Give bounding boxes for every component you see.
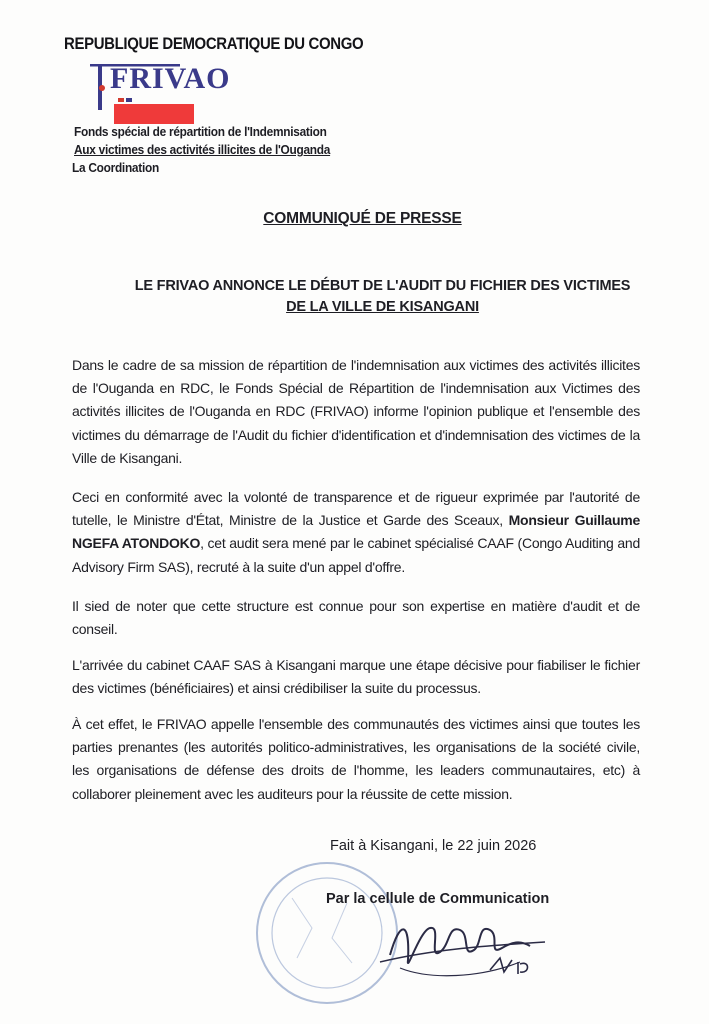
paragraph-1: Dans le cadre de sa mission de répartition de l'indemnisation aux victimes des activités illicites de l'Ouganda en RDC, le Fonds Spécial de Répartition de l'indemnisation aux Victimes des activités illicites de l'Ouganda en RDC (FRIVAO) informe l'opinion publique et l'ensemble des victimes du démarrage de l'Audit du fichier d'identification et d'indemnisation des victimes de la Ville de Kisangani. xyxy=(72,357,640,466)
frivao-logo xyxy=(88,60,231,126)
org-name-line2: Aux victimes des activités illicites de l'Ouganda xyxy=(74,142,331,157)
document-subtitle-line1: LE FRIVAO ANNONCE LE DÉBUT DE L'AUDIT DU FICHIER DES VICTIMES xyxy=(134,278,631,294)
org-department: La Coordination xyxy=(72,160,159,175)
org-name-line1: Fonds spécial de répartition de l'Indemnisation xyxy=(74,124,327,139)
paragraph-3: Il sied de noter que cette structure est connue pour son expertise en matière d'audit et de conseil. xyxy=(72,598,640,638)
country-name: REPUBLIQUE DEMOCRATIQUE DU CONGO xyxy=(64,34,364,53)
place-and-date: Fait à Kisangani, le 22 juin 2026 xyxy=(330,838,537,854)
paragraph-4: L'arrivée du cabinet CAAF SAS à Kisangani marque une étape décisive pour fiabiliser le fichier des victimes (bénéficiaires) et ainsi crédibiliser la suite du processus. xyxy=(72,657,640,697)
paragraph-5: À cet effet, le FRIVAO appelle l'ensemble des communautés des victimes ainsi que toutes les parties prenantes (les autorités politico-administratives, les organisations de la société civile, les organisations de défense des droits de l'homme, les leaders communautaires, etc) à collaborer pleinement avec les auditeurs pour la réussite de cette mission. xyxy=(72,716,640,802)
signer-title: Par la cellule de Communication xyxy=(326,891,550,907)
paragraph-2 xyxy=(72,486,640,579)
minister-name: Monsieur Guillaume NGEFA ATONDOKO xyxy=(72,512,641,552)
handwritten-signature xyxy=(370,900,570,990)
paragraph-2-text-start: Ceci en conformité avec la volonté de transparence et de rigueur exprimée par l'autorité de tutelle, le Ministre d'État, Ministre de la Justice et Garde des Sceaux, xyxy=(72,489,640,529)
paragraph-2-text-end: , cet audit sera mené par le cabinet spécialisé CAAF (Congo Auditing and Advisory Firm SAS), recruté à la suite d'un appel d'offre. xyxy=(72,535,640,575)
document-title: COMMUNIQUÉ DE PRESSE xyxy=(263,210,462,227)
logo-wordmark: FRIVAO xyxy=(110,62,231,95)
document-subtitle-line2: DE LA VILLE DE KISANGANI xyxy=(286,299,479,315)
